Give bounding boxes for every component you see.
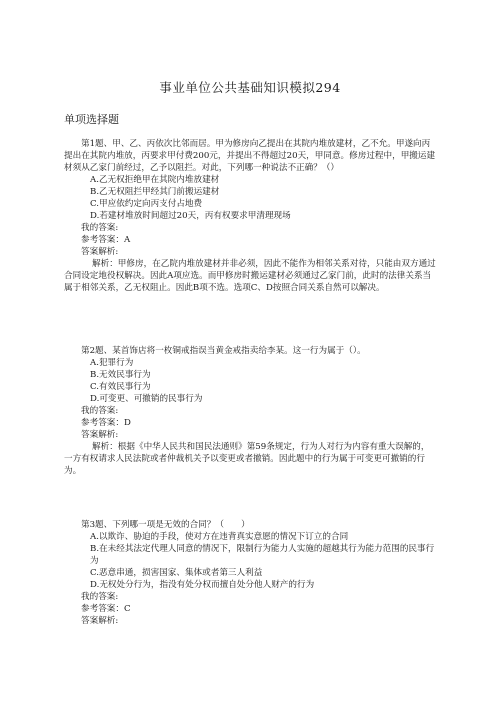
option-a: A.以欺诈、胁迫的手段，使对方在违背真实意愿的情况下订立的合同 bbox=[90, 532, 349, 542]
analysis-label: 答案解析: bbox=[81, 430, 119, 440]
reference-answer bbox=[64, 603, 436, 615]
reference-answer bbox=[64, 234, 436, 246]
option-b: B.在未经其法定代理人同意的情况下，限制行为能力人实施的超越其行为能力范围的民事行为 bbox=[90, 544, 435, 566]
my-answer-label: 我的答案: bbox=[81, 406, 119, 416]
reference-answer bbox=[64, 417, 436, 429]
question-3 bbox=[64, 519, 436, 627]
option-b: B.无效民事行为 bbox=[90, 370, 151, 380]
reference-answer-label: 参考答案： bbox=[81, 235, 124, 245]
option-c: C.恶意串通，损害国家、集体或者第三人利益 bbox=[90, 568, 263, 578]
option-d: D.若建材堆放时间超过20天，丙有权要求甲清理现场 bbox=[90, 211, 291, 221]
option-a: A.犯罪行为 bbox=[90, 358, 134, 368]
reference-answer-value: A bbox=[123, 235, 131, 245]
option-c: C.甲应依约定向丙支付占地费 bbox=[90, 199, 203, 209]
document-title: 事业单位公共基础知识模拟294 bbox=[159, 80, 341, 95]
option-c: C.有效民事行为 bbox=[90, 382, 151, 392]
option-a: A.乙无权拒绝甲在其院内堆放建材 bbox=[90, 175, 220, 185]
analysis-label: 答案解析: bbox=[81, 616, 119, 626]
question-stem: 第3题、下列哪一项是无效的合同？（ ） bbox=[81, 520, 250, 530]
question-1 bbox=[64, 138, 436, 294]
reference-answer-value: D bbox=[123, 418, 131, 428]
reference-answer-value: C bbox=[123, 604, 131, 614]
reference-answer-label: 参考答案： bbox=[81, 418, 124, 428]
my-answer-label: 我的答案: bbox=[81, 592, 119, 602]
question-stem: 第1题、甲、乙、丙依次比邻而居。甲为修房向乙提出在其院内堆放建材，乙不允。甲遂向丙提出在其院内堆放，丙要求甲付费200元，并提出不得超过20天，甲同意。修房过程中，甲搬运建材须从乙家门前经过，乙予以阻拦。对此，下列哪一种说法不正确？（） bbox=[64, 139, 436, 173]
question-2 bbox=[64, 345, 436, 477]
section-heading: 单项选择题 bbox=[64, 113, 119, 126]
my-answer-label: 我的答案: bbox=[81, 223, 119, 233]
analysis-label: 答案解析: bbox=[81, 247, 119, 257]
option-d: D.无权处分行为，指没有处分权而擅自处分他人财产的行为 bbox=[90, 580, 315, 590]
question-stem: 第2题、某首饰店将一枚铜戒指误当黄金戒指卖给李某。这一行为属于（）。 bbox=[81, 346, 366, 356]
option-d: D.可变更、可撤销的民事行为 bbox=[90, 394, 203, 404]
analysis-text: 解析：根据《中华人民共和国民法通则》第59条规定，行为人对行为内容有重大误解的，一方有权请求人民法院或者仲裁机关予以变更或者撤销。因此题中的行为属于可变更可撤销的行为。 bbox=[64, 442, 430, 476]
reference-answer-label: 参考答案： bbox=[81, 604, 124, 614]
option-b: B.乙无权阻拦甲经其门前搬运建材 bbox=[90, 187, 220, 197]
analysis-text: 解析：甲修房，在乙院内堆放建材并非必须，因此不能作为相邻关系对待，只能由双方通过合同设定地役权解决。因此A项应选。而甲修房时搬运建材必须通过乙家门前，此时的法律关系当属于相邻关系，乙无权阻止。因此B项不选。选项C、D按照合同关系自然可以解决。 bbox=[64, 259, 436, 293]
